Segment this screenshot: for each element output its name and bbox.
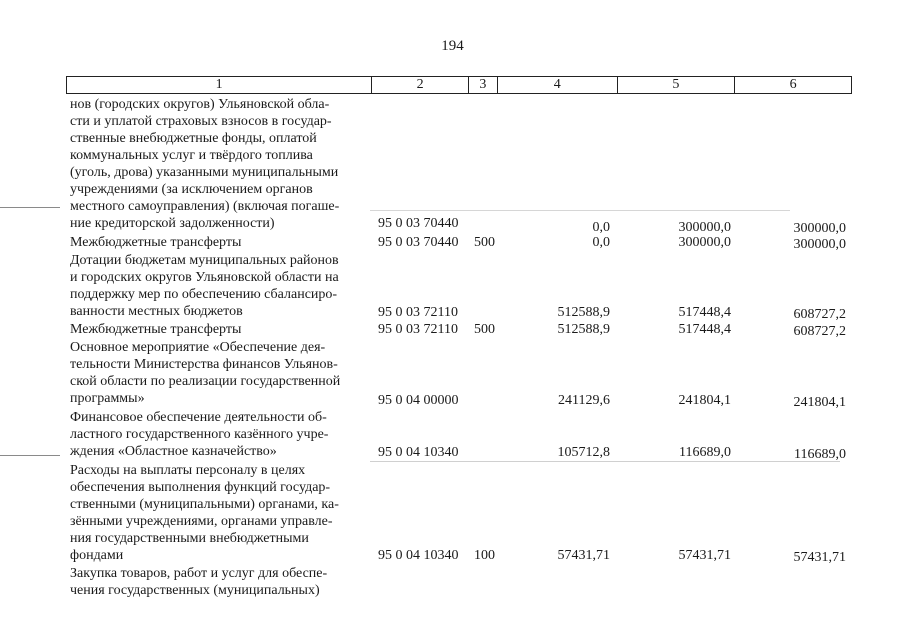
- description-line: ния государственными внебюджетными: [70, 531, 309, 546]
- description-line: сти и уплатой страховых взносов в государ-: [70, 114, 332, 129]
- row-value-4: 512588,9: [557, 305, 610, 320]
- page-number: 194: [441, 38, 464, 54]
- row-value-6: 608727,2: [793, 324, 846, 339]
- row-code: 95 0 04 00000: [378, 393, 459, 408]
- row-value-5: 57431,71: [678, 548, 731, 563]
- description-line: обеспечения выполнения функций государ-: [70, 480, 331, 495]
- description-line: ластного государственного казённого учре-: [70, 427, 329, 442]
- description-line: нов (городских округов) Ульяновской обла-: [70, 97, 330, 112]
- row-kind: 500: [474, 322, 495, 337]
- row-code: 95 0 04 10340: [378, 548, 459, 563]
- row-description: [70, 339, 367, 407]
- row-description: [70, 462, 367, 564]
- description-line: и городских округов Ульяновской области на: [70, 270, 339, 285]
- row-value-4: 241129,6: [558, 393, 610, 408]
- row-value-5: 300000,0: [678, 235, 731, 250]
- description-line: коммунальных услуг и твёрдого топлива: [70, 148, 313, 163]
- row-description: [70, 234, 367, 251]
- row-value-5: 300000,0: [678, 220, 731, 235]
- description-line: ственными (муниципальными) органами, ка-: [70, 497, 339, 512]
- row-description: [70, 321, 367, 338]
- description-line: Межбюджетные трансферты: [70, 235, 242, 250]
- row-description: [70, 565, 367, 599]
- row-kind: 100: [474, 548, 495, 563]
- description-line: зёнными учреждениями, органами управле-: [70, 514, 333, 529]
- description-line: Расходы на выплаты персоналу в целях: [70, 463, 306, 478]
- description-line: ждения «Областное казначейство»: [70, 444, 277, 459]
- row-value-5: 517448,4: [678, 305, 731, 320]
- row-value-6: 608727,2: [793, 307, 846, 322]
- description-line: Межбюджетные трансферты: [70, 322, 242, 337]
- row-value-4: 105712,8: [557, 445, 610, 460]
- row-value-6: 300000,0: [793, 237, 846, 252]
- description-line: ской области по реализации государственной: [70, 374, 341, 389]
- row-value-4: 512588,9: [557, 322, 610, 337]
- row-value-4: 57431,71: [557, 548, 610, 563]
- header-col-1: 1: [67, 77, 372, 93]
- row-code: 95 0 03 70440: [378, 235, 459, 250]
- row-value-4: 0,0: [592, 235, 610, 250]
- row-kind: 500: [474, 235, 495, 250]
- header-col-6: 6: [789, 77, 797, 92]
- header-col-5: 5: [618, 77, 736, 93]
- description-line: тельности Министерства финансов Ульянов-: [70, 357, 338, 372]
- row-value-5: 241804,1: [678, 393, 731, 408]
- row-code: 95 0 04 10340: [378, 445, 459, 460]
- description-line: учреждениями (за исключением органов: [70, 182, 313, 197]
- row-description: [70, 409, 367, 460]
- description-line: Основное мероприятие «Обеспечение дея-: [70, 340, 326, 355]
- row-description: [70, 252, 367, 320]
- description-line: Дотации бюджетам муниципальных районов: [70, 253, 339, 268]
- row-code: 95 0 03 70440: [378, 216, 459, 231]
- description-line: программы»: [70, 391, 145, 406]
- row-value-4: 0,0: [592, 220, 610, 235]
- row-code: 95 0 03 72110: [378, 322, 458, 337]
- row-code: 95 0 03 72110: [378, 305, 458, 320]
- description-line: фондами: [70, 548, 124, 563]
- header-col-4: 4: [498, 77, 618, 93]
- header-col-3: 3: [469, 77, 498, 93]
- description-line: (уголь, дрова) указанными муниципальными: [70, 165, 339, 180]
- row-value-6: 57431,71: [793, 550, 846, 565]
- row-value-6: 116689,0: [794, 447, 846, 462]
- description-line: чения государственных (муниципальных): [70, 583, 320, 598]
- scan-artifact: [370, 461, 840, 462]
- row-value-5: 517448,4: [678, 322, 731, 337]
- description-line: Закупка товаров, работ и услуг для обеспе-: [70, 566, 328, 581]
- description-line: Финансовое обеспечение деятельности об-: [70, 410, 327, 425]
- header-col-2: 2: [372, 77, 469, 93]
- table-header: [66, 76, 852, 94]
- description-line: местного самоуправления) (включая погаше-: [70, 199, 340, 214]
- row-value-6: 241804,1: [793, 395, 846, 410]
- description-line: ственные внебюджетные фонды, оплатой: [70, 131, 317, 146]
- scan-artifact: [0, 455, 60, 456]
- row-value-6: 300000,0: [793, 221, 846, 236]
- description-line: ванности местных бюджетов: [70, 304, 243, 319]
- scan-artifact: [0, 207, 60, 208]
- scan-artifact: [370, 210, 790, 211]
- row-value-5: 116689,0: [679, 445, 731, 460]
- row-description: [70, 96, 367, 232]
- description-line: ние кредиторской задолженности): [70, 216, 275, 231]
- description-line: поддержку мер по обеспечению сбалансиро-: [70, 287, 338, 302]
